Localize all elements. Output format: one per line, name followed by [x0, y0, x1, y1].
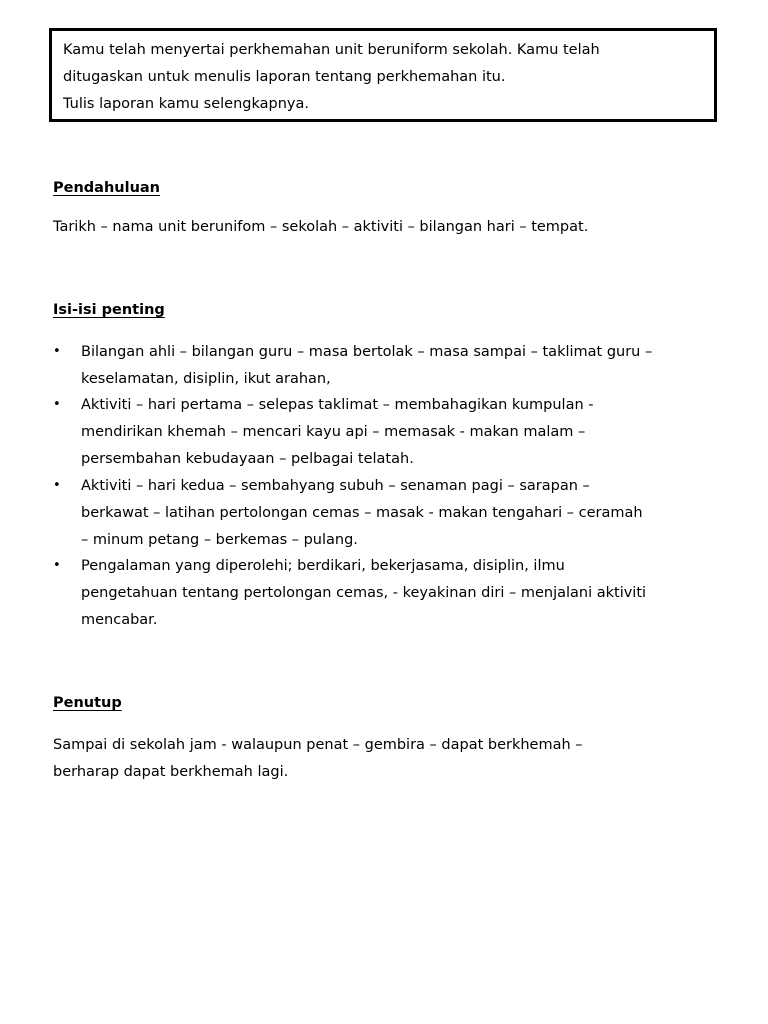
list-item-line: Aktiviti – hari pertama – selepas taklimat – membahagikan kumpulan - — [81, 397, 594, 413]
list-item-line: Bilangan ahli – bilangan guru – masa bertolak – masa sampai – taklimat guru – — [81, 344, 653, 360]
task-instruction-box — [49, 28, 717, 122]
bullet-icon: • — [53, 478, 61, 493]
list-item-line: berkawat – latihan pertolongan cemas – masak - makan tengahari – ceramah — [81, 505, 643, 521]
intro-heading: Pendahuluan — [53, 180, 160, 196]
list-item-line: Aktiviti – hari kedua – sembahyang subuh – senaman pagi – sarapan – — [81, 478, 590, 494]
list-item-line: Pengalaman yang diperolehi; berdikari, bekerjasama, disiplin, ilmu — [81, 558, 565, 574]
list-item-line: pengetahuan tentang pertolongan cemas, - keyakinan diri – menjalani aktiviti — [81, 585, 647, 601]
closing-heading: Penutup — [53, 695, 122, 711]
task-line-2: ditugaskan untuk menulis laporan tentang perkhemahan itu. — [63, 69, 506, 85]
task-line-1: Kamu telah menyertai perkhemahan unit beruniform sekolah. Kamu telah — [63, 42, 600, 58]
list-item-line: mencabar. — [81, 612, 158, 628]
list-item-line: – minum petang – berkemas – pulang. — [81, 532, 358, 548]
bullet-icon: • — [53, 558, 61, 573]
list-item-line: keselamatan, disiplin, ikut arahan, — [81, 371, 331, 387]
bullet-icon: • — [53, 397, 61, 412]
task-line-3: Tulis laporan kamu selengkapnya. — [63, 96, 309, 112]
body-heading: Isi-isi penting — [53, 302, 165, 318]
list-item-line: mendirikan khemah – mencari kayu api – memasak - makan malam – — [81, 424, 586, 440]
bullet-icon: • — [53, 344, 61, 359]
list-item-line: persembahan kebudayaan – pelbagai telatah. — [81, 451, 414, 467]
closing-line-2: berharap dapat berkhemah lagi. — [53, 764, 289, 780]
intro-text: Tarikh – nama unit berunifom – sekolah – aktiviti – bilangan hari – tempat. — [53, 219, 589, 235]
closing-line-1: Sampai di sekolah jam - walaupun penat – gembira – dapat berkhemah – — [53, 737, 583, 753]
